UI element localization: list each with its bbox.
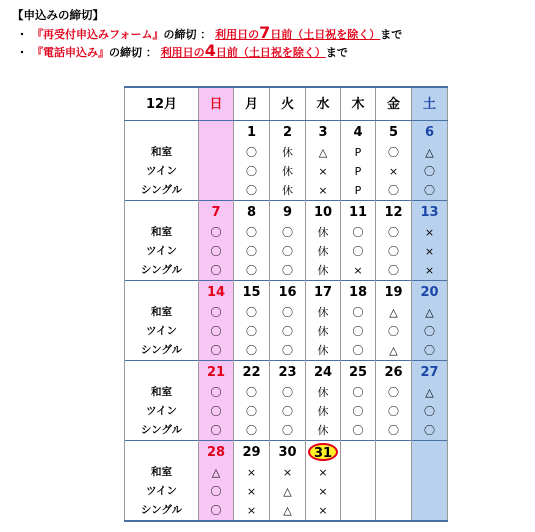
date-cell: 29 xyxy=(234,441,270,464)
weekday-header-row xyxy=(125,87,448,121)
room-row xyxy=(125,223,448,242)
room-row xyxy=(125,501,448,521)
availability-calendar xyxy=(124,86,448,522)
availability-cell: 休 xyxy=(306,242,341,261)
availability-cell: 休 xyxy=(270,181,306,201)
availability-cell: 〇 xyxy=(270,421,306,441)
room-row xyxy=(125,242,448,261)
date-cell: 24 xyxy=(306,361,341,384)
availability-cell: 〇 xyxy=(376,181,412,201)
deadline-end: まで xyxy=(380,28,403,41)
availability-cell: × xyxy=(234,501,270,521)
date-row xyxy=(125,281,448,304)
availability-cell: 休 xyxy=(270,162,306,181)
notice-line-phone xyxy=(12,42,527,60)
availability-cell: × xyxy=(234,463,270,482)
availability-cell: △ xyxy=(376,303,412,322)
availability-cell: 〇 xyxy=(199,402,234,421)
date-cell: 30 xyxy=(270,441,306,464)
date-cell: 25 xyxy=(341,361,376,384)
availability-cell: 〇 xyxy=(376,242,412,261)
room-row xyxy=(125,482,448,501)
availability-cell: 〇 xyxy=(341,341,376,361)
room-row xyxy=(125,143,448,162)
availability-cell: 〇 xyxy=(270,223,306,242)
date-row-label xyxy=(125,201,199,224)
weekday-header: 土 xyxy=(412,87,448,121)
date-cell xyxy=(341,441,376,464)
availability-cell: 〇 xyxy=(234,261,270,281)
availability-cell: × xyxy=(306,501,341,521)
room-type-label: ツイン xyxy=(125,482,199,501)
date-cell: 14 xyxy=(199,281,234,304)
date-cell xyxy=(199,121,234,144)
room-type-label: 和室 xyxy=(125,143,199,162)
weekday-header: 水 xyxy=(306,87,341,121)
availability-cell xyxy=(199,143,234,162)
availability-cell: 休 xyxy=(306,303,341,322)
room-row xyxy=(125,421,448,441)
availability-cell: 〇 xyxy=(376,322,412,341)
availability-cell: × xyxy=(412,223,448,242)
form-name: 『電話申込み』 xyxy=(32,46,109,59)
room-row xyxy=(125,181,448,201)
rule-suffix: 日前（土日祝を除く） xyxy=(215,46,326,59)
date-cell: 19 xyxy=(376,281,412,304)
availability-cell: 〇 xyxy=(234,322,270,341)
availability-cell: 〇 xyxy=(270,261,306,281)
date-cell: 12 xyxy=(376,201,412,224)
room-row xyxy=(125,322,448,341)
rule-suffix: 日前（土日祝を除く） xyxy=(270,28,381,41)
availability-cell: 〇 xyxy=(234,383,270,402)
notice-heading: 【申込みの締切】 xyxy=(12,8,104,22)
availability-cell: P xyxy=(341,143,376,162)
date-cell: 6 xyxy=(412,121,448,144)
weekday-header: 火 xyxy=(270,87,306,121)
availability-cell: 〇 xyxy=(199,322,234,341)
availability-cell: 休 xyxy=(306,421,341,441)
room-type-label: ツイン xyxy=(125,402,199,421)
availability-cell: 〇 xyxy=(412,402,448,421)
room-type-label: ツイン xyxy=(125,162,199,181)
availability-cell: 〇 xyxy=(341,223,376,242)
room-type-label: 和室 xyxy=(125,303,199,322)
availability-cell: 〇 xyxy=(199,242,234,261)
availability-cell: 〇 xyxy=(234,402,270,421)
availability-cell: × xyxy=(412,261,448,281)
availability-cell: 〇 xyxy=(234,242,270,261)
availability-cell: △ xyxy=(412,303,448,322)
availability-cell: 〇 xyxy=(412,181,448,201)
availability-cell: 〇 xyxy=(341,303,376,322)
date-row xyxy=(125,441,448,464)
availability-cell: × xyxy=(306,162,341,181)
availability-cell: 〇 xyxy=(199,482,234,501)
availability-cell: 〇 xyxy=(376,402,412,421)
date-cell: 15 xyxy=(234,281,270,304)
availability-cell: △ xyxy=(270,501,306,521)
date-cell: 3 xyxy=(306,121,341,144)
room-row xyxy=(125,303,448,322)
availability-cell: 〇 xyxy=(341,402,376,421)
availability-cell: 〇 xyxy=(412,162,448,181)
availability-cell: × xyxy=(270,463,306,482)
availability-cell xyxy=(376,482,412,501)
availability-cell: × xyxy=(306,482,341,501)
room-type-label: シングル xyxy=(125,501,199,521)
date-cell: 9 xyxy=(270,201,306,224)
date-row xyxy=(125,201,448,224)
weekday-header: 金 xyxy=(376,87,412,121)
availability-cell: 休 xyxy=(306,261,341,281)
availability-cell: 〇 xyxy=(412,421,448,441)
deadline-notice xyxy=(12,6,527,60)
date-cell: 23 xyxy=(270,361,306,384)
availability-cell: 〇 xyxy=(376,143,412,162)
availability-cell: × xyxy=(341,261,376,281)
date-row-label xyxy=(125,281,199,304)
availability-cell: × xyxy=(234,482,270,501)
availability-cell xyxy=(412,463,448,482)
room-type-label: ツイン xyxy=(125,242,199,261)
availability-cell: 〇 xyxy=(234,341,270,361)
availability-cell xyxy=(199,181,234,201)
room-type-label: ツイン xyxy=(125,322,199,341)
availability-cell xyxy=(341,482,376,501)
bullet: ・ xyxy=(16,28,28,41)
date-row-label xyxy=(125,441,199,464)
availability-cell: 休 xyxy=(306,341,341,361)
room-row xyxy=(125,261,448,281)
date-cell: 4 xyxy=(341,121,376,144)
date-cell xyxy=(412,441,448,464)
date-row-label xyxy=(125,121,199,144)
highlighted-date-marker: 31 xyxy=(308,443,338,461)
availability-cell: × xyxy=(412,242,448,261)
availability-cell: 〇 xyxy=(376,383,412,402)
availability-cell: 休 xyxy=(270,143,306,162)
availability-cell: 〇 xyxy=(412,341,448,361)
availability-cell: 〇 xyxy=(341,421,376,441)
date-cell: 17 xyxy=(306,281,341,304)
availability-cell: 〇 xyxy=(199,261,234,281)
date-cell: 28 xyxy=(199,441,234,464)
availability-cell: 〇 xyxy=(270,341,306,361)
notice-line-form xyxy=(12,24,527,42)
availability-cell xyxy=(341,501,376,521)
room-type-label: シングル xyxy=(125,181,199,201)
availability-cell: 〇 xyxy=(376,261,412,281)
availability-cell: 〇 xyxy=(270,242,306,261)
availability-cell: 〇 xyxy=(234,162,270,181)
room-type-label: シングル xyxy=(125,421,199,441)
availability-cell: 〇 xyxy=(234,303,270,322)
availability-cell: 〇 xyxy=(199,421,234,441)
date-cell xyxy=(306,441,341,464)
room-type-label: シングル xyxy=(125,341,199,361)
availability-cell: 休 xyxy=(306,402,341,421)
availability-cell xyxy=(376,463,412,482)
availability-cell: 〇 xyxy=(234,181,270,201)
availability-cell: △ xyxy=(270,482,306,501)
month-label: 12月 xyxy=(125,87,199,121)
deadline-end: まで xyxy=(325,46,348,59)
availability-cell: 〇 xyxy=(270,402,306,421)
deadline-rule xyxy=(215,23,381,42)
date-cell: 16 xyxy=(270,281,306,304)
availability-cell: P xyxy=(341,162,376,181)
date-row-label xyxy=(125,361,199,384)
availability-cell xyxy=(412,482,448,501)
room-row xyxy=(125,341,448,361)
availability-cell: × xyxy=(306,463,341,482)
date-cell: 26 xyxy=(376,361,412,384)
availability-cell: 〇 xyxy=(199,303,234,322)
room-row xyxy=(125,463,448,482)
availability-cell xyxy=(199,162,234,181)
availability-cell xyxy=(376,501,412,521)
date-cell: 10 xyxy=(306,201,341,224)
availability-cell: △ xyxy=(306,143,341,162)
room-type-label: 和室 xyxy=(125,383,199,402)
availability-cell: 〇 xyxy=(199,383,234,402)
availability-cell: 〇 xyxy=(234,223,270,242)
room-row xyxy=(125,162,448,181)
availability-cell: P xyxy=(341,181,376,201)
date-cell: 7 xyxy=(199,201,234,224)
availability-cell: 〇 xyxy=(234,421,270,441)
availability-cell: × xyxy=(306,181,341,201)
availability-cell: △ xyxy=(412,383,448,402)
date-cell: 2 xyxy=(270,121,306,144)
deadline-middle: の締切 ： xyxy=(109,46,157,59)
availability-cell: 〇 xyxy=(341,383,376,402)
availability-cell: △ xyxy=(199,463,234,482)
deadline-rule xyxy=(160,41,326,60)
room-row xyxy=(125,402,448,421)
availability-cell: 〇 xyxy=(270,303,306,322)
date-cell: 21 xyxy=(199,361,234,384)
date-cell: 20 xyxy=(412,281,448,304)
rule-prefix: 利用日の xyxy=(215,28,260,41)
date-cell: 11 xyxy=(341,201,376,224)
availability-cell xyxy=(412,501,448,521)
date-cell: 13 xyxy=(412,201,448,224)
availability-cell: 休 xyxy=(306,223,341,242)
date-cell: 27 xyxy=(412,361,448,384)
room-type-label: 和室 xyxy=(125,463,199,482)
date-cell: 22 xyxy=(234,361,270,384)
room-row xyxy=(125,383,448,402)
rule-days: 7 xyxy=(259,23,271,42)
availability-cell: 〇 xyxy=(376,223,412,242)
room-type-label: 和室 xyxy=(125,223,199,242)
date-cell: 18 xyxy=(341,281,376,304)
date-row xyxy=(125,121,448,144)
availability-cell: 休 xyxy=(306,383,341,402)
date-cell: 8 xyxy=(234,201,270,224)
availability-cell: 〇 xyxy=(199,223,234,242)
date-row xyxy=(125,361,448,384)
availability-cell: 〇 xyxy=(270,322,306,341)
availability-cell: 〇 xyxy=(199,341,234,361)
room-type-label: シングル xyxy=(125,261,199,281)
date-cell xyxy=(376,441,412,464)
availability-cell: △ xyxy=(412,143,448,162)
availability-cell: 〇 xyxy=(341,242,376,261)
availability-cell: 〇 xyxy=(199,501,234,521)
bullet: ・ xyxy=(16,46,28,59)
weekday-header: 月 xyxy=(234,87,270,121)
weekday-header: 日 xyxy=(199,87,234,121)
date-cell: 1 xyxy=(234,121,270,144)
availability-cell: 〇 xyxy=(341,322,376,341)
form-name: 『再受付申込みフォーム』 xyxy=(32,28,164,41)
rule-days: 4 xyxy=(204,41,216,60)
date-cell: 5 xyxy=(376,121,412,144)
weekday-header: 木 xyxy=(341,87,376,121)
availability-cell: 〇 xyxy=(376,421,412,441)
availability-cell: 〇 xyxy=(234,143,270,162)
availability-cell: △ xyxy=(376,341,412,361)
availability-cell: 休 xyxy=(306,322,341,341)
availability-cell: 〇 xyxy=(412,322,448,341)
availability-cell: × xyxy=(376,162,412,181)
availability-cell xyxy=(341,463,376,482)
availability-cell: 〇 xyxy=(270,383,306,402)
deadline-middle: の締切 ： xyxy=(163,28,212,41)
rule-prefix: 利用日の xyxy=(160,46,205,59)
